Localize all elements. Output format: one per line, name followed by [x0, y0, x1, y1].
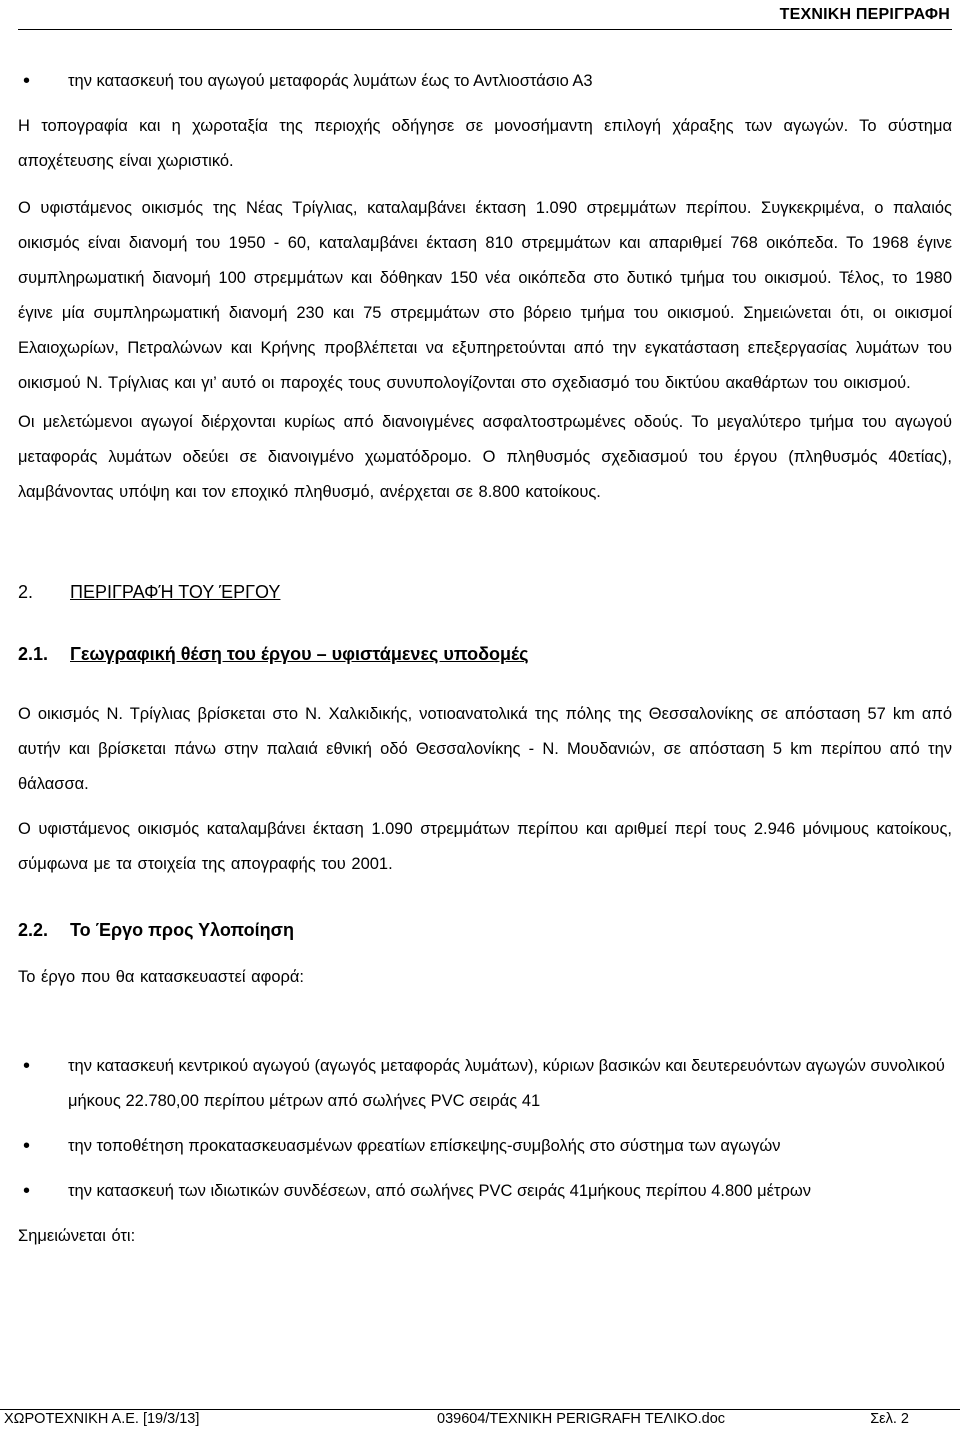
list-item	[18, 1129, 952, 1164]
bullet-icon: •	[23, 1135, 31, 1157]
intro-bullet-text: την κατασκευή του αγωγού μεταφοράς λυμάτων έως το Αντλιοστάσιο Α3	[68, 72, 593, 90]
section-2-2-number: 2.2.	[18, 920, 49, 940]
intro-paragraph-1: Η τοπογραφία και η χωροταξία της περιοχής οδήγησε σε μονοσήμαντη επιλογή χάραξης των αγωγών. Το σύστημα αποχέτευσης είναι χωριστικό.	[18, 117, 952, 170]
list-item	[18, 1174, 952, 1209]
footer-left: ΧΩΡΟΤΕΧΝΙΚΗ Α.Ε. [19/3/13]	[4, 1411, 200, 1427]
section-2-1-number: 2.1.	[18, 644, 49, 664]
section-2-1-paragraph-1: Ο οικισμός Ν. Τρίγλιας βρίσκεται στο Ν. Χαλκιδικής, νοτιοανατολικά της πόλης της Θεσσαλονίκης σε απόσταση 57 km από αυτήν και βρίσκεται πάνω στην παλαιά εθνική οδό Θεσσαλονίκης - Ν. Μουδανιών, σε απόσταση 5 km περίπου από την θάλασσα.	[18, 705, 952, 793]
list-item-text: την τοποθέτηση προκατασκευασμένων φρεατίων επίσκεψης-συμβολής στο σύστημα των αγωγών	[68, 1137, 781, 1155]
section-2-1-title: Γεωγραφική θέση του έργου – υφιστάμενες υποδομές	[70, 644, 529, 664]
section-2-2-heading	[18, 915, 952, 945]
bullet-icon: •	[23, 1055, 31, 1077]
section-2-number: 2.	[18, 582, 34, 602]
intro-paragraph-2: Ο υφιστάμενος οικισμός της Νέας Τρίγλιας, καταλαμβάνει έκταση 1.090 στρεμμάτων περίπου. Συγκεκριμένα, ο παλαιός οικισμός είναι διανομή του 1950 - 60, καταλαμβάνει έκταση 810 στρεμμάτων και απαριθμεί 768 οικόπεδα. Το 1968 έγινε συμπληρωματική διανομή 100 στρεμμάτων και δόθηκαν 150 νέα οικόπεδα στο δυτικό τμήμα του οικισμού. Τέλος, το 1980 έγινε μία συμπληρωματική διανομή 230 και 75 στρεμμάτων στο βόρειο τμήμα του οικισμού. Σημειώνεται ότι, οι οικισμοί Ελαιοχωρίων, Πετραλώνων και Κρήνης προβλέπεται να εξυπηρετούνται από την εγκατάσταση επεξεργασίας λυμάτων του οικισμού Ν. Τρίγλιας και γι’ αυτό οι παροχές τους συνυπολογίζονται στο σχεδιασμό του δικτύου ακαθάρτων του οικισμού.	[18, 199, 952, 392]
list-item	[18, 1049, 952, 1119]
section-2-heading	[18, 577, 952, 607]
footer-rule	[0, 1409, 960, 1410]
section-2-1-heading	[18, 639, 952, 669]
section-2-title: ΠΕΡΙΓΡΑΦΉ ΤΟΥ ΈΡΓΟΥ	[70, 582, 281, 602]
intro-bullet	[18, 64, 952, 99]
bullet-icon: •	[23, 1180, 31, 1202]
header-rule	[18, 29, 952, 30]
bullet-icon: •	[23, 70, 31, 92]
list-item-text: την κατασκευή των ιδιωτικών συνδέσεων, από σωλήνες PVC σειράς 41μήκους περίπου 4.800 μέτρων	[68, 1182, 811, 1200]
list-item-text: την κατασκευή κεντρικού αγωγού (αγωγός μεταφοράς λυμάτων), κύριων βασικών και δευτερευόντων αγωγών συνολικού μήκους 22.780,00 περίπου μέτρων από σωλήνες PVC σειράς 41	[68, 1057, 945, 1110]
document-body	[18, 70, 952, 1254]
section-2-2-lead: Το έργο που θα κατασκευαστεί αφορά:	[18, 968, 305, 986]
section-2-2-title: Το Έργο προς Υλοποίηση	[70, 920, 294, 940]
footer-page-number: Σελ. 2	[870, 1411, 909, 1427]
header-title: ΤΕΧΝΙΚΗ ΠΕΡΙΓΡΑΦΗ	[779, 6, 950, 23]
section-2-2-note: Σημειώνεται ότι:	[18, 1227, 136, 1245]
footer-center: 039604/ΤΕΧΝΙΚΗ PERIGRAFH ΤΕΛΙΚΟ.doc	[437, 1411, 726, 1427]
intro-paragraph-3: Οι μελετώμενοι αγωγοί διέρχονται κυρίως από διανοιγμένες ασφαλτοστρωμένες οδούς. Το μεγαλύτερο τμήμα του αγωγού μεταφοράς λυμάτων οδεύει σε διανοιγμένο χωματόδρομο. Ο πληθυσμός σχεδιασμού του έργου (πληθυσμός 40ετίας), λαμβάνοντας υπόψη και τον εποχικό πληθυσμό, ανέρχεται σε 8.800 κατοίκους.	[18, 413, 952, 501]
section-2-1-paragraph-2: Ο υφιστάμενος οικισμός καταλαμβάνει έκταση 1.090 στρεμμάτων περίπου και αριθμεί περί τους 2.946 μόνιμους κατοίκους, σύμφωνα με τα στοιχεία της απογραφής του 2001.	[18, 820, 952, 873]
